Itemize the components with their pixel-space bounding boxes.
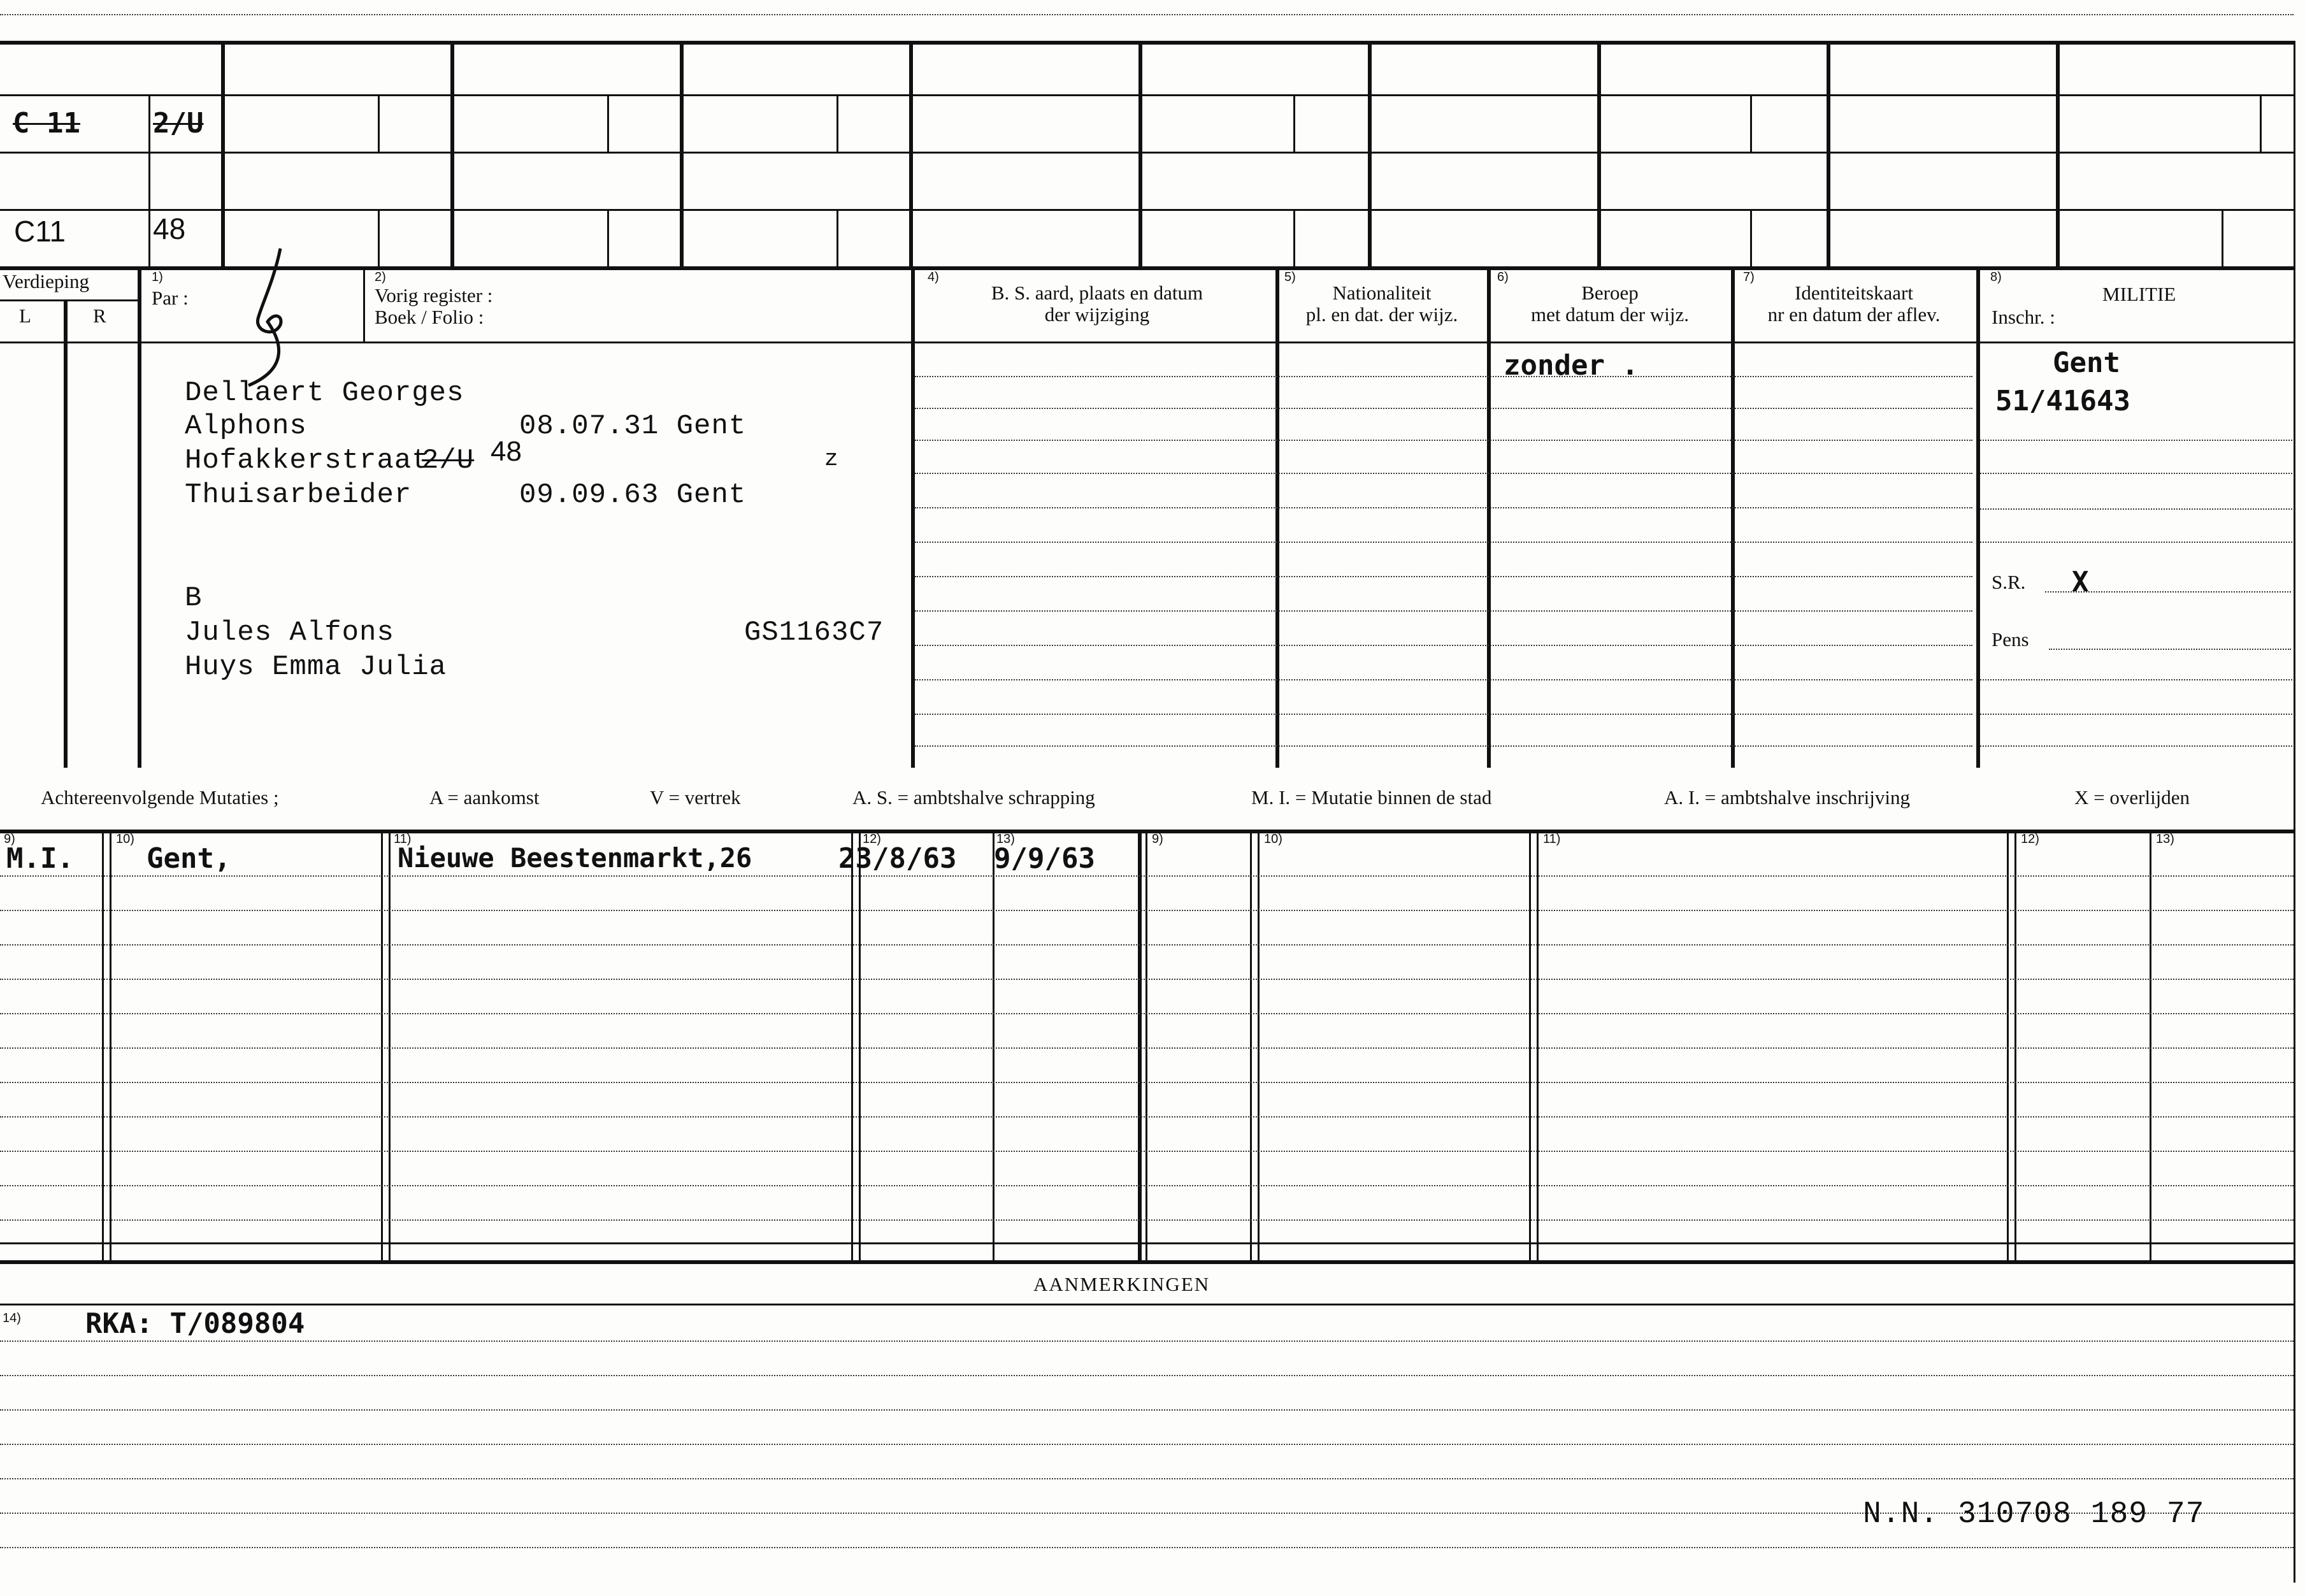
top-grid-col-main-8 (2056, 41, 2060, 266)
mut-hdr-10b: 10) (1264, 832, 1282, 846)
fill-line-7 (915, 576, 1972, 577)
nationaliteit-line2: pl. en dat. der wijz. (1305, 303, 1458, 326)
mut-col-3b (859, 830, 861, 1260)
sub-col-r3-5 (1750, 209, 1752, 266)
verdieping-label: Verdieping (3, 270, 90, 292)
militie-line-2 (1980, 473, 2292, 474)
mutation-address: Nieuwe Beestenmarkt,26 (398, 842, 752, 873)
national-number: N.N. 310708 189 77 (1863, 1497, 2205, 1532)
fill-line-3 (915, 440, 1972, 441)
person-code: GS1163C7 (744, 617, 884, 649)
street: Hofakkerstraat (185, 445, 429, 477)
vorig-register-label: Vorig register : (375, 284, 493, 306)
sub-col-r1-5 (1750, 94, 1752, 152)
fill-line-9 (915, 645, 1972, 646)
col-floor-right (138, 266, 141, 768)
old-house-number: 2/U (153, 107, 204, 140)
sr-label: S.R. (1992, 571, 2026, 593)
top-grid-col-a (148, 94, 150, 266)
house-number: 48 (153, 212, 186, 245)
top-grid-col-main-0 (221, 41, 225, 266)
col-militie-left (1976, 266, 1980, 768)
mut-line-10 (0, 1185, 2294, 1186)
mut-hdr-12b: 12) (2021, 832, 2039, 846)
fill-line-1 (915, 376, 1972, 377)
top-grid-line-1 (0, 94, 2294, 96)
mut-hdr-11: 11) (394, 832, 412, 846)
top-noise-line (0, 14, 2294, 15)
legend-x: X = overlijden (2074, 786, 2190, 809)
mutation-type: M.I. (6, 842, 74, 875)
militie-place: Gent (2053, 347, 2120, 379)
fill-line-10 (915, 679, 1972, 680)
occupation: Thuisarbeider (185, 479, 412, 511)
militie-line-7 (1980, 745, 2292, 747)
field-8-number: 8) (1990, 270, 2002, 284)
status-letter: B (185, 582, 203, 614)
fill-line-5 (915, 507, 1972, 508)
bs-header-line2: der wijziging (1044, 303, 1150, 326)
mother-name: Huys Emma Julia (185, 651, 447, 683)
sub-col-r3-4 (1293, 209, 1295, 266)
fill-line-2 (915, 408, 1972, 409)
mut-line-8 (0, 1116, 2294, 1118)
top-grid-line-2 (0, 152, 2294, 154)
rka-value: RKA: T/089804 (85, 1307, 305, 1340)
top-grid-col-main-2 (680, 41, 684, 266)
bs-header-line1: B. S. aard, plaats en datum (991, 282, 1203, 304)
sub-col-r1-6 (2260, 94, 2262, 152)
col-nat-left (1275, 266, 1279, 768)
legend-v: V = vertrek (650, 786, 741, 809)
sub-col-r3-3 (837, 209, 838, 266)
old-section-code: C 11 (13, 107, 80, 140)
legend-title: Achtereenvolgende Mutaties ; (41, 786, 279, 809)
fill-line-11 (915, 714, 1972, 715)
mut-hdr-12: 12) (863, 832, 881, 846)
mut-col-5 (1138, 830, 1142, 1260)
militie-label: MILITIE (2102, 283, 2176, 305)
rem-line-2 (0, 1375, 2294, 1376)
pens-line (2049, 649, 2291, 650)
inschr-label: Inschr. : (1992, 306, 2055, 328)
pens-label: Pens (1992, 628, 2029, 651)
field-2-number: 2) (375, 270, 386, 284)
mut-col-6 (1250, 830, 1252, 1260)
top-grid-col-main-6 (1597, 41, 1601, 266)
par-label: Par : (152, 287, 189, 309)
militie-number: 51/41643 (1995, 385, 2130, 417)
sr-value: X (2072, 566, 2089, 598)
mut-hdr-9: 9) (4, 832, 15, 846)
remarks-title: AANMERKINGEN (1033, 1273, 1210, 1295)
person-name: Dellaert Georges (185, 377, 464, 409)
mut-hdr-9b: 9) (1152, 832, 1163, 846)
legend-as: A. S. = ambtshalve schrapping (852, 786, 1095, 809)
field-6-number: 6) (1497, 270, 1509, 284)
sub-col-r1-3 (837, 94, 838, 152)
militie-line-1 (1980, 440, 2292, 441)
top-grid-bottom-border (0, 266, 2294, 270)
militie-line-5 (1980, 679, 2292, 680)
top-grid-col-main-3 (909, 41, 913, 266)
handwritten-mark (236, 242, 325, 389)
fill-line-6 (915, 542, 1972, 543)
top-grid-top-border (0, 41, 2294, 45)
sub-col-r1-2 (607, 94, 609, 152)
lr-split-line (0, 299, 138, 301)
nationaliteit-line1: Nationaliteit (1332, 282, 1432, 304)
mut-line-2 (0, 910, 2294, 911)
top-grid-col-main-7 (1827, 41, 1830, 266)
floor-l-label: L (19, 305, 31, 327)
mut-line-7 (0, 1082, 2294, 1083)
legend-a: A = aankomst (429, 786, 540, 809)
col-id-left (1731, 266, 1735, 768)
mut-line-5 (0, 1013, 2294, 1014)
sub-col-r1-1 (378, 94, 380, 152)
mut-line-12 (0, 1242, 2294, 1244)
identiteitskaart-line1: Identiteitskaart (1795, 282, 1913, 304)
field-1-number: 1) (152, 270, 163, 284)
mut-col-7b (1537, 830, 1539, 1260)
col-l-r-divider (64, 299, 68, 768)
rem-line-5 (0, 1478, 2294, 1479)
boek-folio-label: Boek / Folio : (375, 306, 484, 328)
mut-col-9 (2150, 830, 2151, 1260)
old-house-ref: 2/U (422, 445, 475, 477)
mut-line-11 (0, 1219, 2294, 1221)
mut-col-3 (851, 830, 853, 1260)
sub-col-r3-2 (607, 209, 609, 266)
mut-col-1b (110, 830, 111, 1260)
rem-line-3 (0, 1409, 2294, 1411)
identiteitskaart-line2: nr en datum der aflev. (1767, 303, 1941, 326)
remarks-number: 14) (3, 1311, 21, 1325)
mut-col-8b (2014, 830, 2016, 1260)
beroep-line1: Beroep (1581, 282, 1639, 304)
sr-line (2045, 591, 2291, 593)
sub-col-r3-6 (2222, 209, 2223, 266)
fill-line-4 (915, 473, 1972, 474)
mutation-date-2: 9/9/63 (994, 842, 1095, 875)
margin-mark: z (824, 446, 839, 472)
beroep-line2: met datum der wijz. (1531, 303, 1689, 326)
mut-line-3 (0, 944, 2294, 945)
mut-line-4 (0, 979, 2294, 980)
legend-ai: A. I. = ambtshalve inschrijving (1664, 786, 1910, 809)
top-grid-col-main-5 (1368, 41, 1372, 266)
rem-line-7 (0, 1547, 2294, 1548)
sub-col-r3-1 (378, 209, 380, 266)
rem-line-4 (0, 1444, 2294, 1445)
mut-col-1 (102, 830, 104, 1260)
header-bottom-line (0, 341, 2294, 343)
beroep-value: zonder . (1504, 349, 1639, 382)
top-grid-line-3 (0, 209, 2294, 211)
militie-line-4 (1980, 542, 2292, 543)
mut-col-2b (389, 830, 391, 1260)
col-bs-left (911, 266, 915, 768)
col-par-right (363, 266, 365, 341)
mut-col-8 (2007, 830, 2009, 1260)
new-house-ref: 48 (491, 436, 522, 467)
mut-col-7 (1529, 830, 1531, 1260)
field-5-number: 5) (1284, 270, 1296, 284)
legend-mi: M. I. = Mutatie binnen de stad (1251, 786, 1492, 809)
field-7-number: 7) (1743, 270, 1755, 284)
remarks-title-line (0, 1304, 2294, 1305)
mut-col-4 (993, 830, 995, 1260)
col-beroep-left (1487, 266, 1491, 768)
mut-line-1 (0, 875, 2294, 877)
rem-line-1 (0, 1341, 2294, 1342)
field-4-number: 4) (928, 270, 939, 284)
section-code: C11 (14, 215, 66, 248)
sub-col-r1-4 (1293, 94, 1295, 152)
mutation-date-1: 23/8/63 (838, 842, 957, 875)
person-first-name: Alphons (185, 410, 307, 442)
fill-line-8 (915, 610, 1972, 612)
militie-line-3 (1980, 508, 2292, 510)
father-name: Jules Alfons (185, 617, 394, 649)
floor-r-label: R (93, 305, 106, 327)
mut-col-6b (1258, 830, 1260, 1260)
mut-hdr-13b: 13) (2156, 832, 2174, 846)
mut-line-9 (0, 1151, 2294, 1152)
mut-line-6 (0, 1047, 2294, 1049)
mut-hdr-13: 13) (996, 832, 1015, 846)
top-grid-col-main-4 (1138, 41, 1142, 266)
fill-line-12 (915, 745, 1972, 747)
registration-date-place: 09.09.63 Gent (519, 479, 747, 511)
mutation-city: Gent, (147, 842, 231, 875)
militie-line-6 (1980, 714, 2292, 715)
birth-date-place: 08.07.31 Gent (519, 410, 747, 442)
mut-col-5b (1145, 830, 1147, 1260)
right-edge (2294, 41, 2295, 1583)
top-grid-col-main-1 (450, 41, 454, 266)
mut-col-2 (381, 830, 383, 1260)
mutations-bottom-border (0, 1260, 2294, 1264)
mut-hdr-11b: 11) (1543, 832, 1561, 846)
mut-hdr-10: 10) (116, 832, 134, 846)
